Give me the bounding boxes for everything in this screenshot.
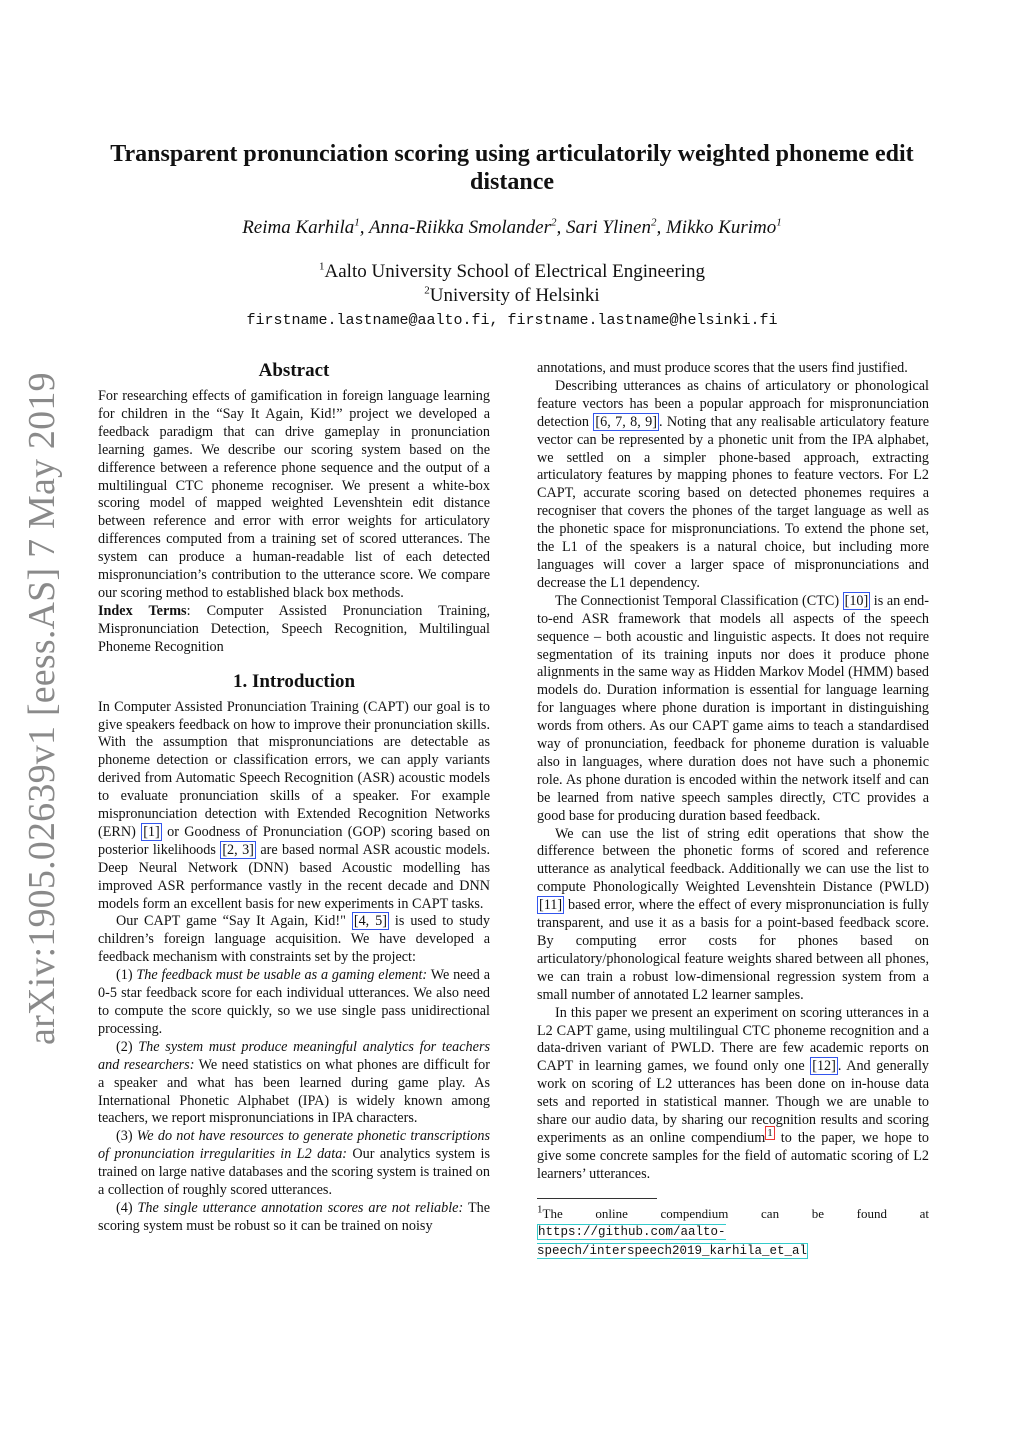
citation-link[interactable]: [11] (539, 897, 563, 914)
author-affiliation-mark: 1 (776, 216, 782, 229)
text-run: . Noting that any realisable articulatory feature vector can be represented by a phonetic unit from the IPA alphabet, we settled on a simpler phone-based approach, extracting articulatory features by mapping phones to feature vectors. For L2 CAPT, accurate scoring based on detected phonemes requires a recogniser that covers the phones of the target language as well as the phonetic space for mispronunciations. To extend the phone set, the L1 of the speakers is a natural choice, but including more languages will cover a larger space of mispronunciations and decrease the L1 dependency. (537, 413, 929, 591)
text-run: In this paper we present an experiment on scoring utterances in a L2 CAPT game, using multilingual CTC phoneme recognition and a data-driven variant of PWLD. There are few academic reports on CAPT in learning games, we found only one (537, 1004, 929, 1075)
citation-link[interactable]: [2, 3] (222, 841, 254, 858)
author-affiliation-mark: 2 (650, 216, 657, 229)
abstract-heading: Abstract (258, 360, 330, 381)
requirement-item (98, 967, 490, 1039)
footnote-text: The online compendium can be found at (542, 1205, 929, 1221)
footnote (537, 1205, 929, 1260)
right-paragraph-3 (537, 826, 929, 1005)
citation-link[interactable]: [1] (143, 823, 160, 840)
author-list (80, 217, 944, 239)
text-run: . And generally work on scoring of L2 utterances has been done on in-house data sets and reported in statistical manner. Though we are unable to share our audio data, by sharing our recognition results and scoring experiments as an online compendium (537, 1058, 929, 1146)
requirement-text: Our analytics system is trained on large native databases and the scoring system is trained on a collection of roughly scored utterances. (98, 1146, 490, 1199)
text-run: are based normal ASR acoustic models. Deep Neural Network (DNN) based Acoustic modelling has improved ASR performance vastly in the recent decade and DNN models form an excellent basis for new experiments in CAPT tasks. (98, 841, 490, 912)
requirement-text: We need statistics on what phones are difficult for a speaker and what has been learned during game play. As International Phonetic Alphabet (IPA) is widely known among teachers, we report mispronunciations in IPA characters. (98, 1056, 490, 1127)
requirements-list (98, 967, 490, 1236)
right-paragraph-4 (537, 1005, 929, 1184)
requirement-number: (1) (116, 967, 137, 984)
text-run: Our CAPT game “Say It Again, Kid!" (116, 913, 352, 930)
author-name: Reima Karhila (242, 217, 355, 238)
author-name: Anna-Riikka Smolander (368, 217, 551, 238)
affiliation-number: 1 (319, 260, 325, 273)
intro-paragraph-2 (98, 913, 490, 967)
requirement-number: (4) (116, 1199, 138, 1216)
citation-link[interactable]: [10] (844, 592, 869, 609)
author-separator: , (359, 217, 369, 238)
paper-title: Transparent pronunciation scoring using articulatorily weighted phoneme edit distance (110, 141, 914, 195)
text-run: is used to study children’s foreign language acquisition. We have developed a feedback mechanism with constraints set by the project: (98, 913, 490, 966)
text-run: or Goodness of Pronunciation (GOP) scoring based on posterior likelihoods (98, 823, 491, 858)
text-run: In Computer Assisted Pronunciation Training (CAPT) our goal is to give speakers feedback on how to improve their pronunciation skills. With the assumption that mispronunciations are detectable as phoneme detection or classification errors, we can apply variants derived from Automatic Speech Recognition (ASR) acoustic models to evaluate pronunciation skills of a speaker. For example mispronunciation detection with Extended Recognition Networks (ERN) (98, 698, 490, 840)
affiliation-number: 2 (424, 284, 430, 297)
citation-link[interactable]: [6, 7, 8, 9] (595, 413, 657, 430)
requirement-title: The single utterance annotation scores are not reliable: (137, 1199, 464, 1216)
affiliations (80, 260, 944, 308)
index-terms-label: Index Terms (98, 602, 187, 619)
text-run: The Connectionist Temporal Classification (CTC) (555, 592, 843, 609)
author-affiliation-mark: 1 (354, 216, 360, 229)
text-run: is an end-to-end ASR framework that models all aspects of the speech sequence – both acoustic and linguistic aspects. It does not require segmentation of its training inputs nor does it produce phone alignments in the same way as Hidden Markov Model (HMM) based models do. Duration information is essential for language learning for languages where phone duration is important in distinguishing words from others. As our CAPT game aims to teach a standardised way of pronunciation, feedback for phoneme duration is valuable also in languages, where duration does not have such a phonemic role. As phone duration is encoded within the network itself and can be learned from native speech samples directly, CTC provides a good base for producing duration based feedback. (537, 592, 929, 824)
right-paragraph-0: annotations, and must produce scores that the users find justified. (537, 360, 908, 376)
compendium-link[interactable]: https://github.com/aalto-speech/interspeech2019_karhila_et_al (537, 1224, 808, 1258)
author-separator: , (556, 217, 566, 238)
footnote-rule (537, 1198, 657, 1199)
affiliation (80, 284, 944, 308)
requirement-text: We need a 0-5 star feedback score for each individual utterances. We also need to compute the score quickly, so we use single pass unidirectional processing. (98, 967, 491, 1037)
requirement-title: The feedback must be usable as a gaming element: (136, 967, 428, 984)
author-emails: firstname.lastname@aalto.fi, firstname.lastname@helsinki.fi (246, 312, 778, 329)
requirement-item (98, 1200, 490, 1236)
index-terms (98, 603, 490, 657)
text-run: Describing utterances as chains of articulatory or phonological feature vectors has been a popular approach for mispronunciation detection (537, 377, 929, 430)
right-column (537, 360, 929, 1260)
affiliation-name: University of Helsinki (429, 285, 600, 306)
requirement-title: We do not have resources to generate phonetic transcriptions of pronunciation irregularities in L2 data: (98, 1128, 490, 1163)
intro-paragraph-1 (98, 699, 490, 914)
citation-link[interactable]: [12] (812, 1058, 836, 1075)
requirement-item (98, 1128, 490, 1200)
left-column (98, 360, 490, 1236)
footnote-marker: 1 (537, 1203, 543, 1216)
text-run: We can use the list of string edit operations that show the difference between the phonetic forms of scored and reference utterance as analytical feedback. Additionally we can use the list to compute Phonologically Weighted Levenshtein Distance (PWLD) (537, 825, 929, 896)
requirement-item (98, 1039, 490, 1129)
abstract-text: For researching effects of gamification in foreign language learning for children in the “Say It Again, Kid!” project we developed a feedback paradigm that can drive gameplay in pronunciation learning games. We describe our scoring system based on the difference between a reference phone sequence and the output of a multilingual CTC phoneme recogniser. We present a white-box scoring model of mapped weighted Levenshtein edit distance between reference and error with error weights for articulatory differences computed from a training set of scored utterances. The system can produce a human-readable list of each detected mispronunciation’s contribution to the utterance score. We compare our scoring method to established black box methods. (98, 388, 490, 601)
introduction-heading: 1. Introduction (232, 670, 356, 692)
requirement-title: The system must produce meaningful analytics for teachers and researchers: (98, 1038, 490, 1073)
index-terms-text: : Computer Assisted Pronunciation Training, Mispronunciation Detection, Speech Recognition, Multilingual Phoneme Recognition (98, 602, 490, 655)
text-run: to the paper, we hope to give some concrete samples for the field of automatic scoring of L2 learners’ utterances. (537, 1129, 929, 1182)
author-name: Mikko Kurimo (665, 217, 777, 238)
citation-link[interactable]: [4, 5] (353, 913, 387, 930)
affiliation (80, 260, 944, 284)
text-run: based error, where the effect of every mispronunciation is fully transparent, and use it as a basis for a point-based feedback score. By computing error costs for phones based on articulatory/phonological feature weights shared between all phones, we can train a robust low-dimensional regression system from a small number of annotated L2 learner samples. (537, 897, 929, 1003)
right-paragraph-2 (537, 593, 929, 826)
author-separator: , (656, 217, 666, 238)
author-affiliation-mark: 2 (551, 216, 557, 229)
arxiv-stamp: arXiv:1905.02639v1 [eess.AS] 7 May 2019 (21, 372, 63, 1045)
footnote-ref[interactable]: 1 (767, 1127, 773, 1140)
requirement-number: (3) (116, 1128, 137, 1145)
requirement-number: (2) (116, 1038, 139, 1055)
affiliation-name: Aalto University School of Electrical Engineering (324, 261, 705, 282)
author-name: Sari Ylinen (566, 217, 651, 238)
right-paragraph-1 (537, 378, 929, 593)
requirement-text: The scoring system must be robust so it can be trained on noisy (98, 1199, 491, 1234)
